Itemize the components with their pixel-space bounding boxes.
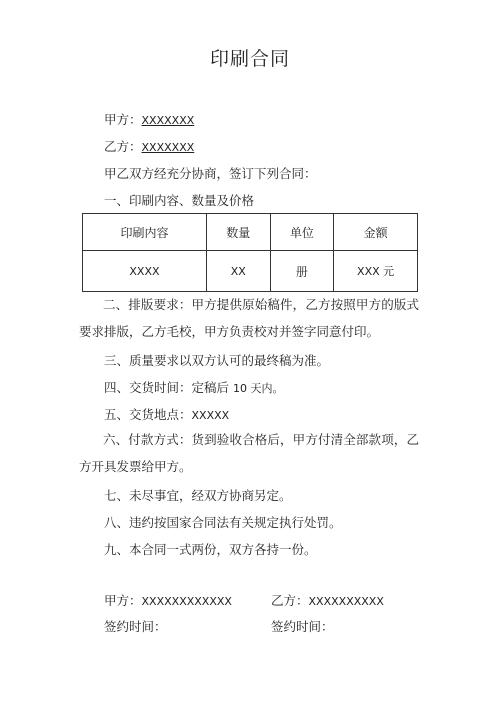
table-cell: XXXX xyxy=(83,251,207,292)
intro-text: 甲乙双方经充分协商，签订下列合同： xyxy=(104,166,317,181)
signing-time-a: 签约时间： xyxy=(104,619,167,634)
signature-b-value: XXXXXXXXXX xyxy=(308,595,384,608)
party-b-line xyxy=(104,137,194,155)
signature-b-label: 乙方： xyxy=(271,593,309,608)
party-a-label: 甲方： xyxy=(104,112,142,127)
clause-2: 二、排版要求：甲方提供原始稿件，乙方按照甲方的版式要求排版，乙方毛校，甲方负责校对并签字同意付印。 xyxy=(79,297,419,339)
table-cell: XXX 元 xyxy=(334,251,418,292)
items-table xyxy=(82,213,418,292)
signature-a-label: 甲方： xyxy=(104,593,142,608)
clause-7: 七、未尽事宜，经双方协商另定。 xyxy=(104,488,292,503)
clause-4 xyxy=(104,378,284,396)
clause-4-value: 10 天内。 xyxy=(233,382,284,395)
document-title: 印刷合同 xyxy=(209,48,290,70)
signature-party-a xyxy=(104,591,232,609)
table-header-cell: 印刷内容 xyxy=(83,214,207,251)
clause-3: 三、质量要求以双方认可的最终稿为准。 xyxy=(104,353,330,368)
clause-6: 六、付款方式：货到验收合格后，甲方付清全部款项，乙方开具发票给甲方。 xyxy=(79,432,419,474)
table-row xyxy=(83,251,418,292)
table-header-cell: 单位 xyxy=(270,214,334,251)
table-cell: XX xyxy=(206,251,270,292)
party-b-value: XXXXXXX xyxy=(141,141,195,154)
party-a-line xyxy=(104,110,194,128)
clause-8: 八、违约按国家合同法有关规定执行处罚。 xyxy=(104,515,342,530)
section-1-heading: 一、印刷内容、数量及价格 xyxy=(104,193,255,208)
party-b-label: 乙方： xyxy=(104,139,142,154)
table-cell: 册 xyxy=(270,251,334,292)
clause-5-label: 五、交货地点： xyxy=(104,407,192,422)
party-a-value: XXXXXXX xyxy=(141,114,195,127)
table-header-row xyxy=(83,214,418,251)
signature-a-value: XXXXXXXXXXXX xyxy=(141,595,232,608)
clause-5-value: XXXXX xyxy=(191,409,230,422)
table-header-cell: 数量 xyxy=(206,214,270,251)
clause-4-label: 四、交货时间：定稿后 xyxy=(104,380,230,395)
signing-time-b: 签约时间： xyxy=(271,619,334,634)
table-header-cell: 金额 xyxy=(334,214,418,251)
signature-party-b xyxy=(271,591,384,609)
clause-9: 九、本合同一式两份，双方各持一份。 xyxy=(104,542,317,557)
clause-5 xyxy=(104,405,229,423)
